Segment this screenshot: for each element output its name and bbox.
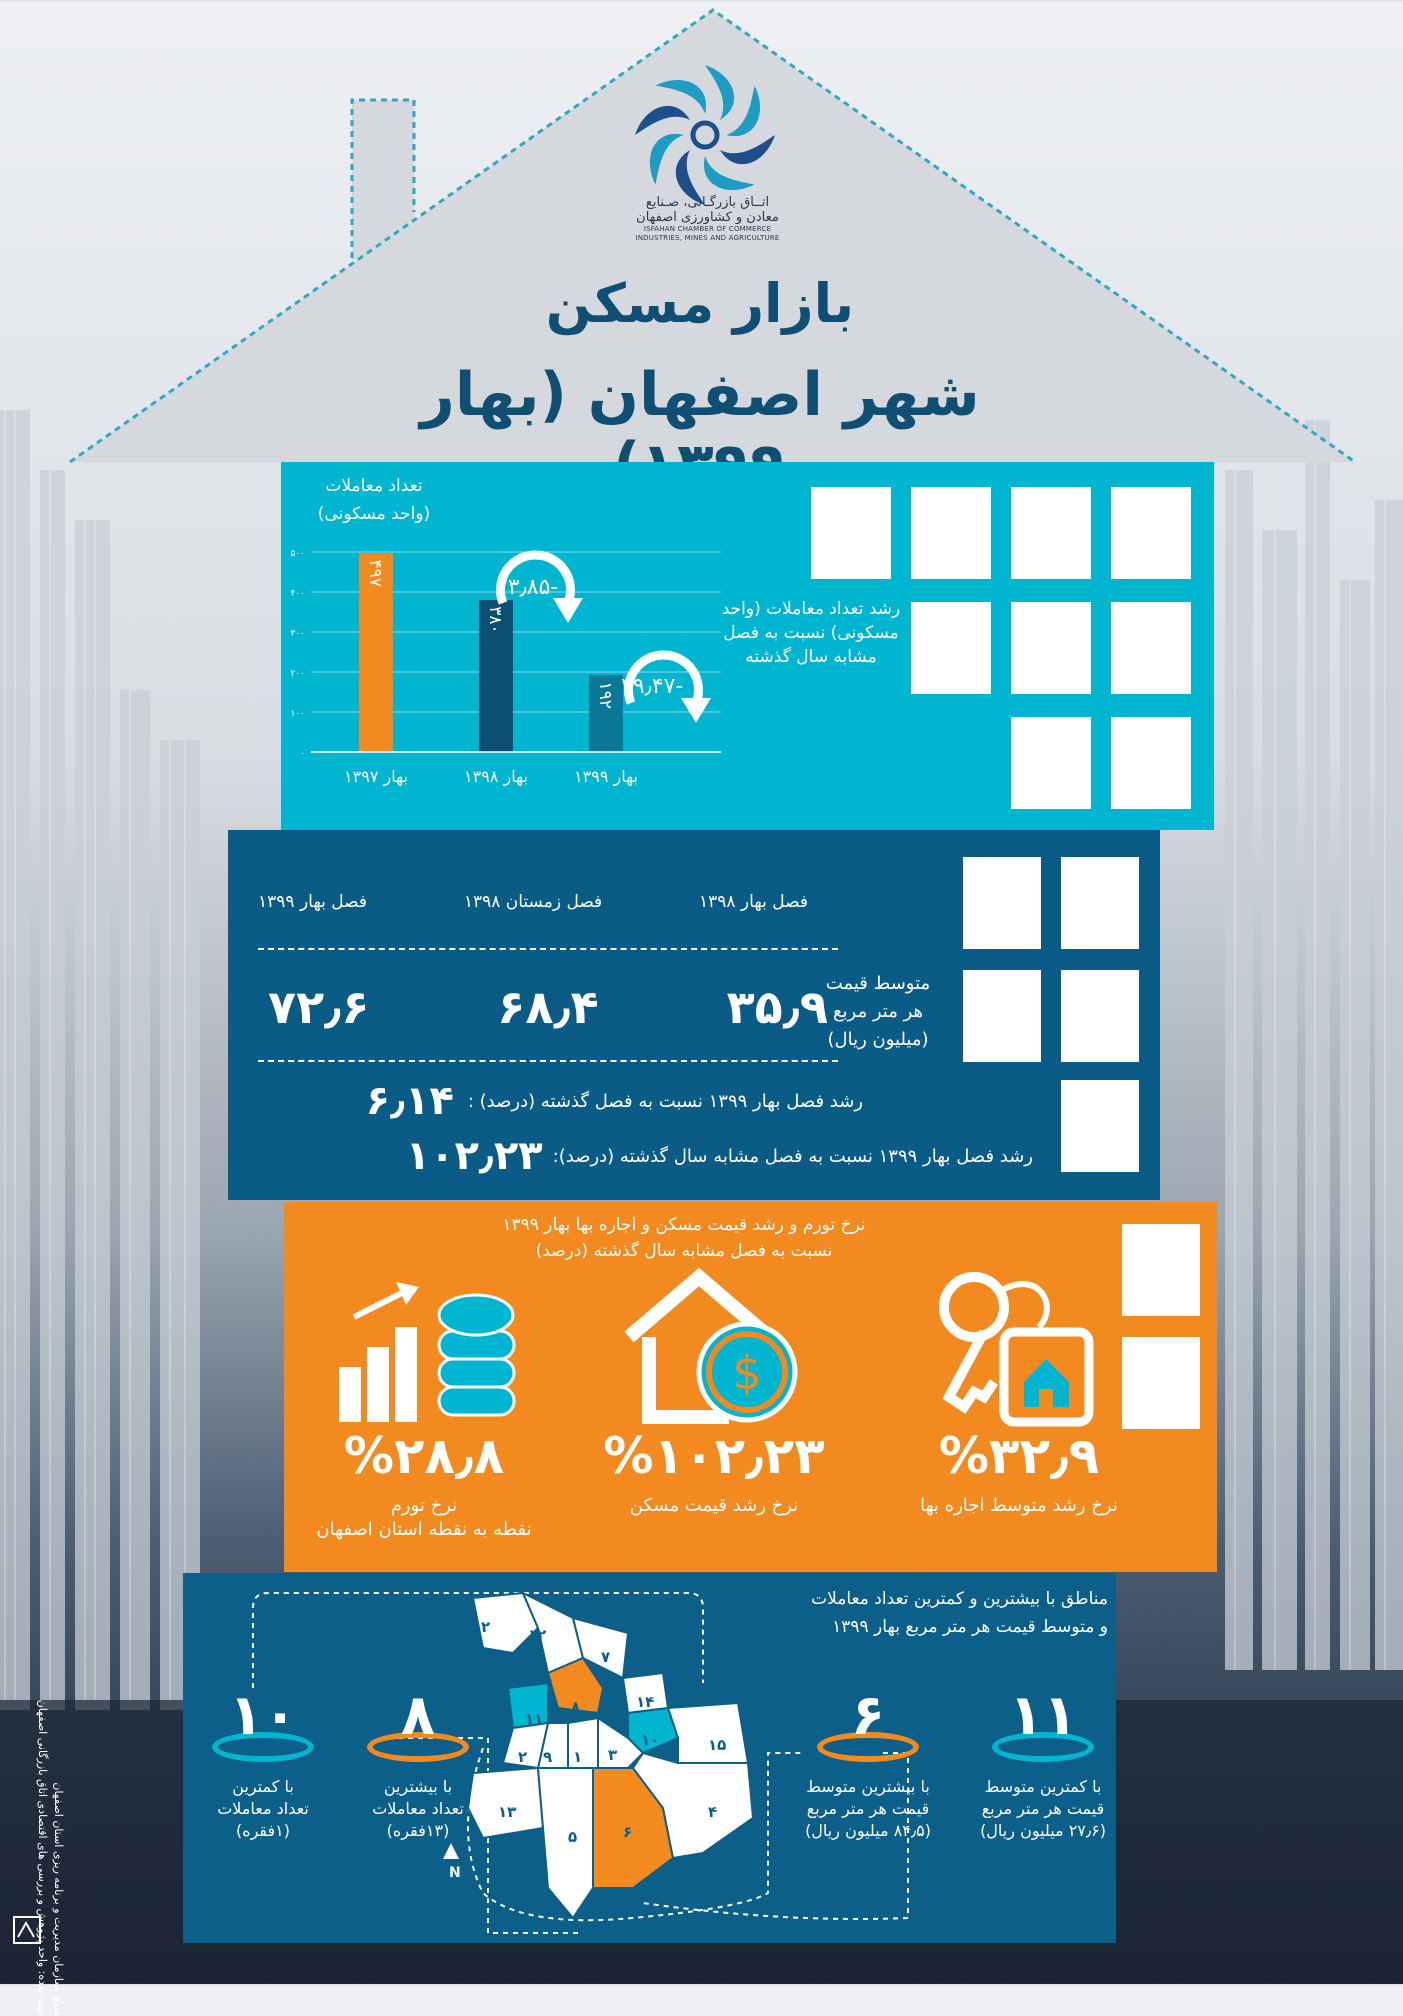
- growth-year-label: رشد فصل بهار ۱۳۹۹ نسبت به فصل مشابه سال گذشته (درصد):: [552, 1145, 1033, 1167]
- chart-coins-icon: [334, 1277, 534, 1427]
- house-price-growth-label: نرخ رشد قیمت مسکن: [629, 1495, 799, 1516]
- district-label: ۴: [708, 1803, 718, 1821]
- inflation-heading: [404, 1212, 964, 1264]
- transactions-growth-1: -۲۳٫۸۵: [496, 575, 559, 600]
- transactions-title-line-2: (واحد مسکونی): [317, 504, 431, 524]
- transactions-growth-label: رشد تعداد معاملات (واحد مسکونی) نسبت به فصل مشابه سال گذشته: [721, 599, 901, 667]
- region-label: [193, 1776, 333, 1842]
- region-stat: [193, 1683, 333, 1842]
- district-label: ۷: [601, 1648, 611, 1666]
- transactions-panel: [281, 462, 1214, 830]
- district-label: ۱۳: [498, 1803, 517, 1821]
- growth-year-value: ۱۰۲٫۲۳: [405, 1133, 543, 1179]
- price-value: ۷۲٫۶: [268, 980, 370, 1034]
- map-labels: [453, 1588, 773, 1933]
- region-stat: [798, 1683, 938, 1842]
- district-label: ۶: [623, 1823, 633, 1841]
- price-value: ۳۵٫۹: [726, 980, 828, 1034]
- region-number: ۱۰: [228, 1683, 298, 1748]
- growth-year-row: [273, 1133, 1033, 1179]
- window-decoration: [1011, 602, 1091, 694]
- rent-growth-label: نرخ رشد متوسط اجاره بها: [920, 1495, 1118, 1516]
- price-season: فصل بهار ۱۳۹۹: [258, 892, 368, 912]
- key-house-icon: [929, 1267, 1099, 1427]
- window-decoration: [1011, 487, 1091, 579]
- x-category-label: بهار ۱۳۹۸: [464, 767, 528, 786]
- window-decoration: [963, 857, 1041, 949]
- y-tick-label: ۰: [300, 749, 305, 759]
- footer-logo-icon: [12, 1915, 42, 1945]
- district-label: ۱۰: [641, 1731, 660, 1749]
- inflation-heading-line-1: نرخ تورم و رشد قیمت مسکن و اجاره بها بهار ۱۳۹۹: [502, 1215, 866, 1235]
- region-label-line: با کمترین متوسط: [984, 1777, 1102, 1796]
- window-decoration: [1122, 1337, 1200, 1429]
- source-line-2: تهیه شده: واحد پژوهش و بررسی های اقتصادی اتاق بازرگانی اصفهان: [36, 1699, 49, 2016]
- inflation-label-line-1: نرخ تورم: [390, 1495, 458, 1516]
- region-label-line: با بیشترین متوسط: [806, 1777, 930, 1796]
- region-label-line: (۸۴٫۵ میلیون ریال): [805, 1821, 931, 1840]
- y-tick-label: ۲۰۰: [290, 669, 305, 679]
- district-label: ۱۱: [525, 1710, 544, 1728]
- price-label-line-1: متوسط قیمت: [825, 973, 931, 994]
- regions-heading-line-1: مناطق با بیشترین و کمترین تعداد معاملات: [811, 1589, 1108, 1609]
- district-label: ۱۵: [708, 1736, 727, 1754]
- logo-en-line-2: INDUSTRIES, MINES AND AGRICULTURE: [635, 234, 780, 242]
- divider: [258, 948, 838, 950]
- window-decoration: [1061, 970, 1139, 1062]
- page-subtitle: شهر اصفهان (بهار: [420, 360, 980, 430]
- window-decoration: [1011, 717, 1091, 809]
- transactions-chart-title: [284, 472, 464, 528]
- price-label: [803, 970, 953, 1054]
- window-decoration: [1111, 487, 1191, 579]
- region-label-line: (۱۳فقره): [386, 1821, 450, 1840]
- window-decoration: [1122, 1224, 1200, 1316]
- district-label: ۸: [571, 1698, 581, 1716]
- regions-panel: [183, 1573, 1116, 1943]
- inflation-heading-line-2: نسبت به فصل مشابه سال گذشته (درصد): [535, 1241, 833, 1261]
- inflation-panel: [284, 1202, 1217, 1572]
- window-decoration: [811, 487, 891, 579]
- source-line-1: منبع: سازمان مدیریت و برنامه ریزی استان اصفهان: [52, 1782, 65, 2016]
- window-decoration: [1061, 1080, 1139, 1172]
- region-label-line: تعداد معاملات: [372, 1799, 464, 1818]
- region-label: [798, 1776, 938, 1842]
- window-decoration: [963, 970, 1041, 1062]
- house-price-growth-value: %۱۰۲٫۲۳: [603, 1427, 825, 1485]
- district-label: ۲: [481, 1618, 491, 1636]
- district-label: ۲: [518, 1748, 528, 1766]
- region-label-line: با کمترین: [232, 1777, 294, 1796]
- inflation-label: [294, 1494, 554, 1542]
- district-label: ۵: [568, 1828, 578, 1846]
- logo-en-line-1: ISFAHAN CHAMBER OF COMMERCE: [643, 225, 772, 233]
- price-season: فصل زمستان ۱۳۹۸: [463, 892, 603, 912]
- bar-value-label: ۱۹۲: [595, 681, 615, 709]
- logo-text: [610, 195, 805, 243]
- x-category-label: بهار ۱۳۹۹: [574, 767, 638, 786]
- region-label-line: (۲۷٫۶ میلیون ریال): [980, 1821, 1106, 1840]
- district-label: ۱۲: [528, 1626, 547, 1644]
- window-decoration: [911, 602, 991, 694]
- price-label-line-2: هر متر مربع: [832, 1001, 924, 1022]
- window-decoration: [911, 487, 991, 579]
- page-title: بازار مسکن: [545, 272, 855, 335]
- region-stat: [973, 1683, 1113, 1842]
- growth-prev-value: ۶٫۱۴: [365, 1078, 454, 1124]
- regions-heading-line-2: و متوسط قیمت هر متر مربع بهار ۱۳۹۹: [832, 1617, 1108, 1637]
- inflation-value: %۲۸٫۸: [343, 1427, 505, 1485]
- house-dollar-icon: [619, 1267, 809, 1427]
- region-number: ۶: [850, 1683, 886, 1748]
- region-number: ۸: [400, 1683, 436, 1748]
- rent-growth-value: %۳۲٫۹: [938, 1427, 1100, 1485]
- price-seasons-row: [258, 892, 808, 912]
- x-category-label: بهار ۱۳۹۷: [344, 767, 408, 786]
- window-decoration: [1111, 602, 1191, 694]
- district-label: ۱۴: [636, 1693, 655, 1711]
- district-label: ۳: [608, 1746, 618, 1764]
- y-tick-label: ۱۰۰: [290, 709, 305, 719]
- region-number: ۱۱: [1008, 1683, 1078, 1748]
- y-tick-label: ۳۰۰: [290, 629, 305, 639]
- region-label-line: با بیشترین: [383, 1777, 453, 1796]
- north-indicator: N: [449, 1865, 461, 1881]
- price-season: فصل بهار ۱۳۹۸: [698, 892, 808, 912]
- price-panel: [228, 830, 1160, 1200]
- region-label-line: تعداد معاملات: [217, 1799, 309, 1818]
- region-label-line: قیمت هر متر مربع: [806, 1799, 930, 1818]
- district-label: ۱: [573, 1748, 583, 1766]
- region-label-line: (۱فقره): [235, 1821, 291, 1840]
- bar-value-label: ۳۸۰: [485, 606, 505, 634]
- transactions-growth-2: -۴۹٫۴۷: [621, 674, 684, 699]
- logo-fa-line-1: اتــاق بازرگـانی، صـنایع: [645, 195, 770, 210]
- logo-fa-line-2: معادن و کشاورزی اصفهان: [636, 210, 779, 225]
- price-values-row: [268, 980, 828, 1034]
- window-decoration: [1061, 857, 1139, 949]
- growth-prev-row: [273, 1078, 863, 1124]
- source-note: [34, 1316, 66, 2016]
- transactions-title-line-1: تعداد معاملات: [325, 476, 423, 496]
- district-label: ۹: [543, 1748, 553, 1766]
- price-label-line-3: (میلیون ریال): [827, 1029, 929, 1050]
- growth-prev-label: رشد فصل بهار ۱۳۹۹ نسبت به فصل گذشته (درصد) :: [467, 1090, 863, 1112]
- region-label: [973, 1776, 1113, 1842]
- divider: [258, 1060, 838, 1062]
- region-label-line: قیمت هر متر مربع: [981, 1799, 1105, 1818]
- bar-value-label: ۴۹۷: [365, 559, 385, 587]
- price-value: ۶۸٫۴: [497, 980, 599, 1034]
- region-label: [348, 1776, 488, 1842]
- y-tick-label: ۵۰۰: [290, 549, 305, 559]
- inflation-label-line-2: نقطه به نقطه استان اصفهان: [316, 1519, 532, 1540]
- y-tick-label: ۴۰۰: [290, 589, 305, 599]
- window-decoration: [1111, 717, 1191, 809]
- svg-text:$: $: [732, 1346, 762, 1400]
- region-stat: [348, 1683, 488, 1842]
